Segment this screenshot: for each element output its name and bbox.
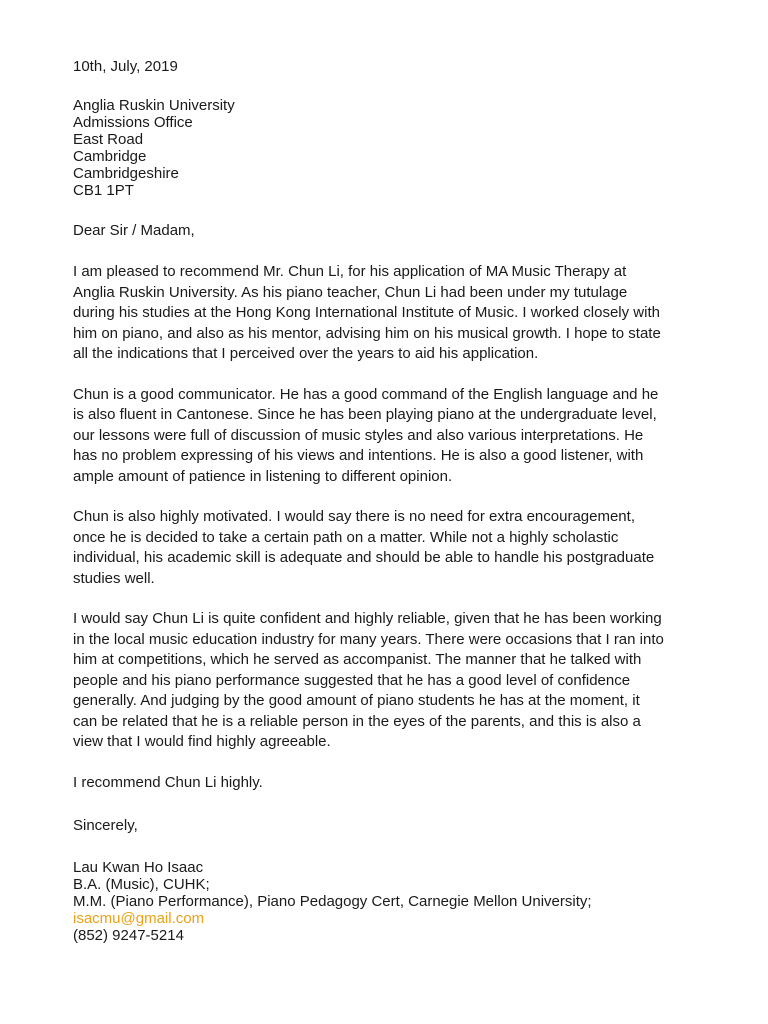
paragraph-line: I would say Chun Li is quite confident and highly reliable, given that he has been working xyxy=(73,610,662,627)
paragraph-line: once he is decided to take a certain path on a matter. While not a highly scholastic xyxy=(73,528,619,546)
paragraph-line: has no problem expressing of his views and intentions. He is also a good listener, with xyxy=(73,447,644,464)
paragraph-line: during his studies at the Hong Kong International Institute of Music. I worked closely with xyxy=(73,304,660,321)
paragraph-line: generally. And judging by the good amount of piano students he has at the moment, it xyxy=(73,692,640,709)
signoff: Sincerely, xyxy=(73,816,138,834)
signer-email-link[interactable]: isacmu@gmail.com xyxy=(73,909,205,927)
body-paragraph-1 xyxy=(73,262,713,365)
paragraph-line: view that I would find highly agreeable. xyxy=(73,733,331,750)
closing-statement: I recommend Chun Li highly. xyxy=(73,773,263,791)
recipient-address xyxy=(73,97,713,199)
address-line: Cambridgeshire xyxy=(73,165,179,182)
address-line: CB1 1PT xyxy=(73,182,134,199)
paragraph-line: in the local music education industry for many years. There were occasions that I ran into xyxy=(73,630,664,648)
paragraph-line: him on piano, and also as his mentor, advising him on his musical growth. I hope to state xyxy=(73,324,661,342)
body-paragraph-3 xyxy=(73,507,713,589)
address-line: Cambridge xyxy=(73,148,147,165)
address-line: East Road xyxy=(73,131,144,148)
salutation: Dear Sir / Madam, xyxy=(73,222,195,239)
paragraph-line: Anglia Ruskin University. As his piano teacher, Chun Li had been under my tutulage xyxy=(73,283,628,301)
address-line: Anglia Ruskin University xyxy=(73,97,235,114)
paragraph-line: all the indications that I perceived over the years to aid his application. xyxy=(73,345,539,362)
paragraph-line: him at competitions, which he served as accompanist. The manner that he talked with xyxy=(73,651,642,668)
paragraph-line: I am pleased to recommend Mr. Chun Li, for his application of MA Music Therapy at xyxy=(73,263,627,280)
signer-phone: (852) 9247-5214 xyxy=(73,926,184,944)
paragraph-line: our lessons were full of discussion of music styles and also various interpretations. He xyxy=(73,426,644,444)
body-paragraph-2 xyxy=(73,385,713,488)
paragraph-line: can be related that he is a reliable person in the eyes of the parents, and this is also a xyxy=(73,712,641,730)
paragraph-line: Chun is a good communicator. He has a good command of the English language and he xyxy=(73,385,659,403)
paragraph-line: ample amount of patience in listening to different opinion. xyxy=(73,467,453,485)
signer-credential: B.A. (Music), CUHK; xyxy=(73,875,210,893)
letter-date: 10th, July, 2019 xyxy=(73,58,178,75)
paragraph-line: studies well. xyxy=(73,569,155,587)
signer-credential: M.M. (Piano Performance), Piano Pedagogy Cert, Carnegie Mellon University; xyxy=(73,892,592,910)
signature-block xyxy=(73,859,713,944)
paragraph-line: is also fluent in Cantonese. Since he has been playing piano at the undergraduate level, xyxy=(73,406,657,423)
paragraph-line: Chun is also highly motivated. I would say there is no need for extra encouragement, xyxy=(73,508,635,525)
letter-page xyxy=(73,58,713,944)
paragraph-line: people and his piano performance suggested that he has a good level of confidence xyxy=(73,671,631,689)
signer-name: Lau Kwan Ho Isaac xyxy=(73,858,204,876)
address-line: Admissions Office xyxy=(73,114,193,131)
paragraph-line: individual, his academic skill is adequate and should be able to handle his postgraduate xyxy=(73,549,655,566)
body-paragraph-4 xyxy=(73,609,713,753)
